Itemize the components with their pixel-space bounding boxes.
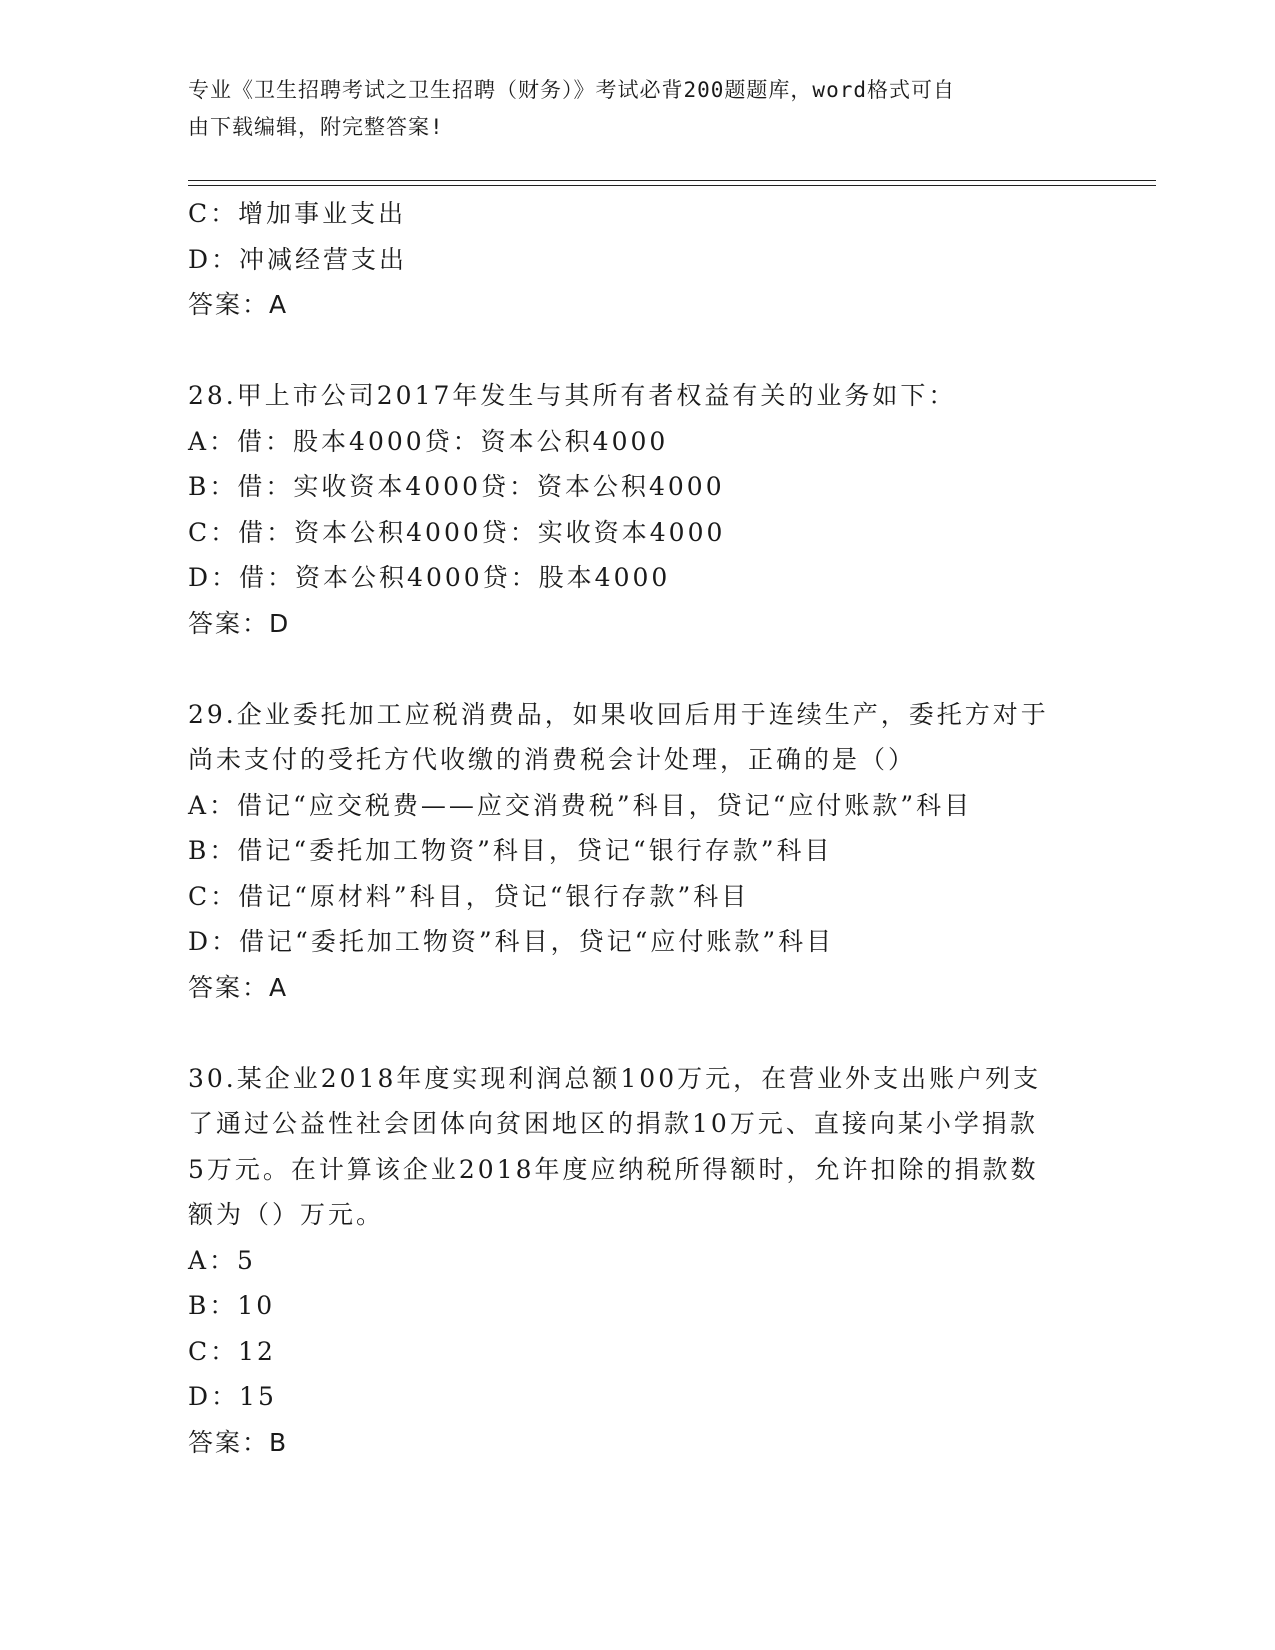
question-30 xyxy=(188,1056,1088,1466)
option-c: C：借记“原材料”科目，贷记“银行存款”科目 xyxy=(188,881,750,911)
answer-text: 答案：A xyxy=(188,972,289,1002)
question-stem-line-3: 5万元。在计算该企业2018年度应纳税所得额时，允许扣除的捐款数 xyxy=(188,1154,1039,1184)
option-d: D：借记“委托加工物资”科目，贷记“应付账款”科目 xyxy=(188,927,835,956)
spacer xyxy=(188,1010,1088,1056)
spacer xyxy=(188,328,1088,374)
header-divider-bottom xyxy=(188,185,1156,186)
answer-text: 答案：A xyxy=(188,290,289,319)
question-stem-line-2: 尚未支付的受托方代收缴的消费税会计处理，正确的是（） xyxy=(188,745,917,774)
document-header xyxy=(188,72,1068,146)
option-d: D：15 xyxy=(188,1382,277,1411)
question-stem-line-1: 29.企业委托加工应税消费品，如果收回后用于连续生产，委托方对于 xyxy=(188,699,1049,729)
option-c: C：12 xyxy=(188,1336,276,1366)
answer-text: 答案：B xyxy=(188,1427,289,1457)
question-28 xyxy=(188,373,1088,646)
question-stem-line-2: 了通过公益性社会团体向贫困地区的捐款10万元、直接向某小学捐款 xyxy=(188,1109,1038,1138)
option-c: C：增加事业支出 xyxy=(188,199,407,228)
option-b: B：10 xyxy=(188,1291,276,1320)
option-a: A：5 xyxy=(188,1245,256,1275)
option-c: C：借：资本公积4000贷：实收资本4000 xyxy=(188,517,726,547)
header-line-2: 由下载编辑，附完整答案! xyxy=(188,115,444,139)
option-d: D：借：资本公积4000贷：股本4000 xyxy=(188,563,671,592)
spacer xyxy=(188,646,1088,692)
header-divider-top xyxy=(188,180,1156,181)
option-a: A：借记“应交税费——应交消费税”科目，贷记“应付账款”科目 xyxy=(188,790,973,820)
option-a: A：借：股本4000贷：资本公积4000 xyxy=(188,426,669,456)
question-stem: 28.甲上市公司2017年发生与其所有者权益有关的业务如下： xyxy=(188,381,957,410)
option-b: B：借记“委托加工物资”科目，贷记“银行存款”科目 xyxy=(188,836,833,865)
option-d: D：冲减经营支出 xyxy=(188,244,408,274)
question-content xyxy=(188,191,1088,1465)
question-stem-line-1: 30.某企业2018年度实现利润总额100万元，在营业外支出账户列支 xyxy=(188,1063,1042,1093)
question-stem-line-4: 额为（）万元。 xyxy=(188,1200,385,1229)
question-29 xyxy=(188,692,1088,1011)
answer-text: 答案：D xyxy=(188,608,291,638)
header-line-1: 专业《卫生招聘考试之卫生招聘（财务）》考试必背200题题库，word格式可自 xyxy=(188,78,955,102)
option-b: B：借：实收资本4000贷：资本公积4000 xyxy=(188,472,725,501)
question-27-tail xyxy=(188,191,1088,328)
